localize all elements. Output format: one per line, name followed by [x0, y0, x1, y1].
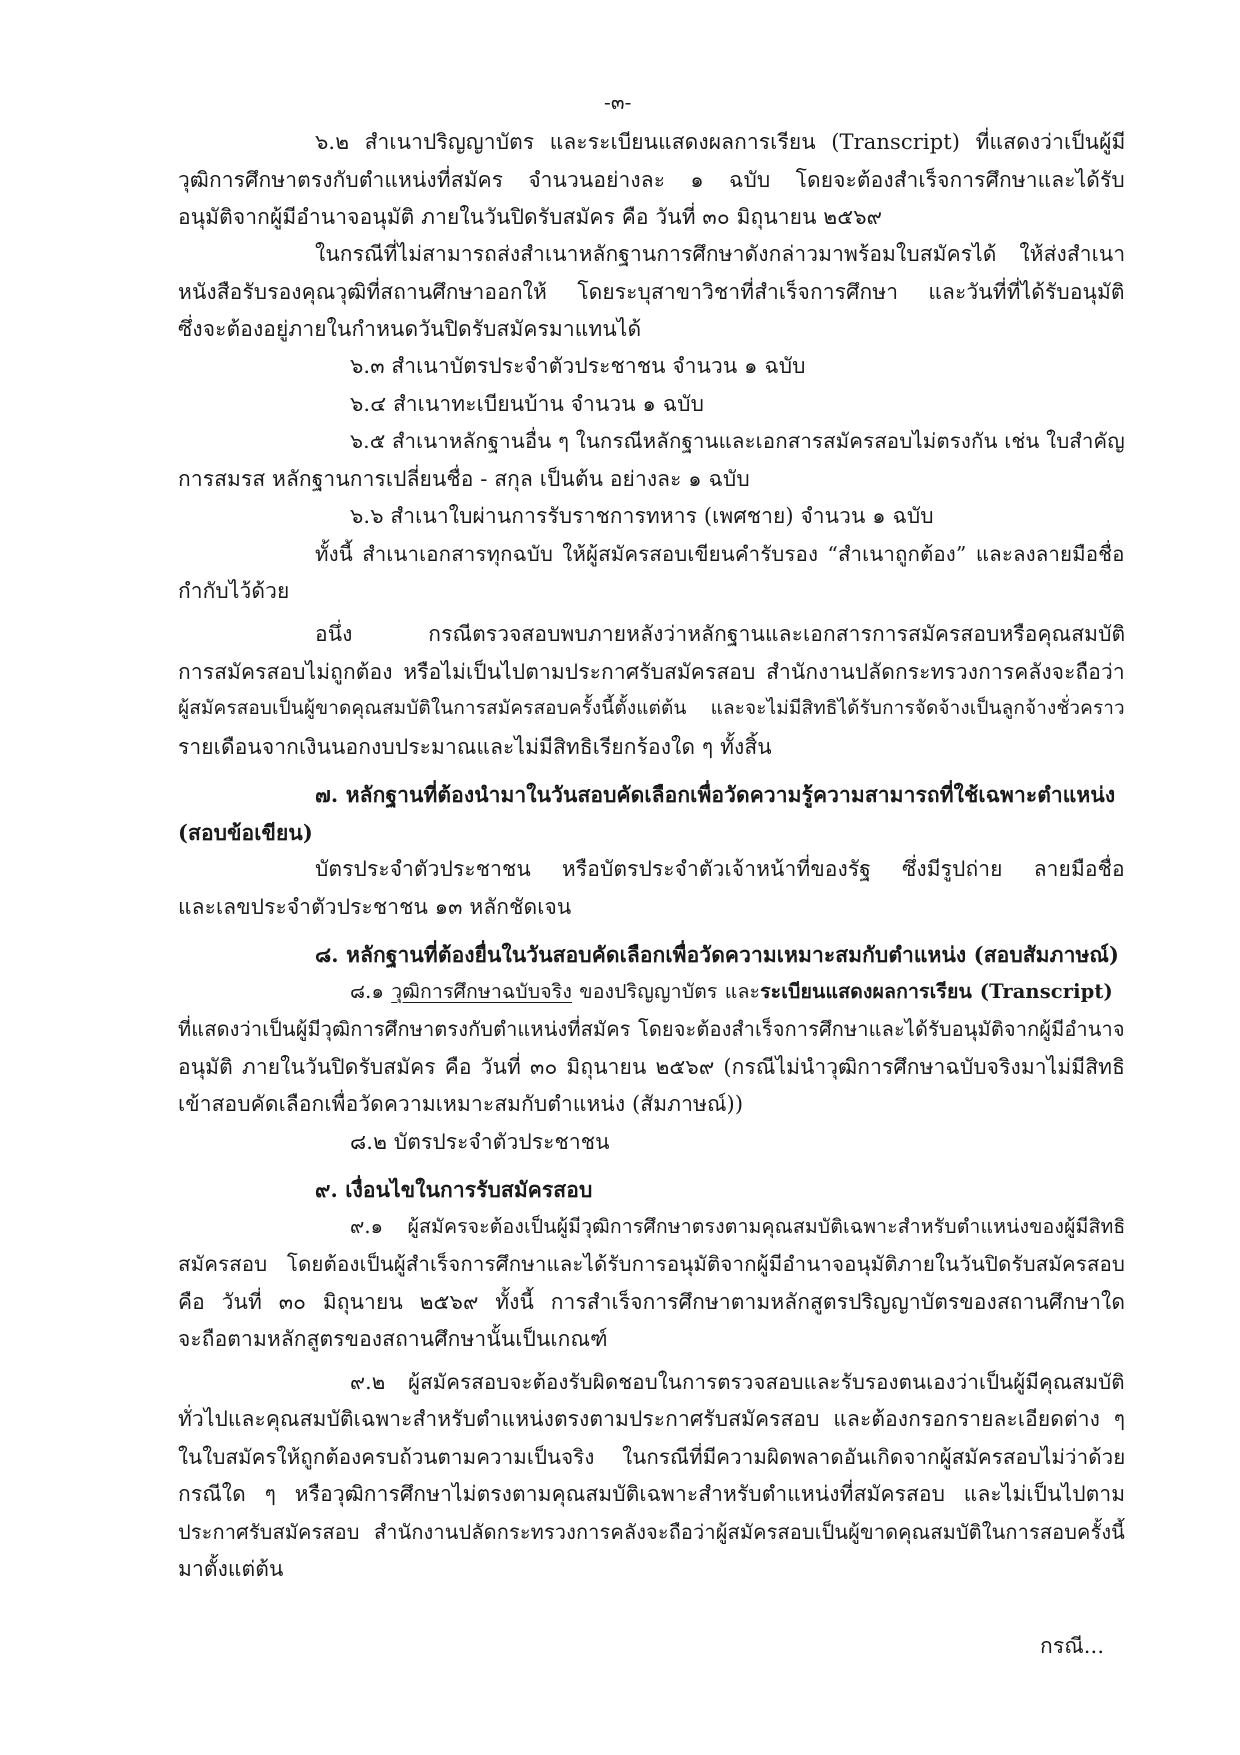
- continuation-marker: กรณี...: [1040, 1634, 1105, 1658]
- text-line: การสมัครสอบไม่ถูกต้อง หรือไม่เป็นไปตามประกาศรับสมัครสอบ สำนักงานปลัดกระทรวงการคลังจะถือว่า: [178, 660, 1125, 684]
- text-line: ทั่วไปและคุณสมบัติเฉพาะสำหรับตำแหน่งตรงตามประกาศรับสมัครสอบ และต้องกรอกรายละเอียดต่าง ๆ: [178, 1407, 1126, 1431]
- text-line: สมัครสอบ โดยต้องเป็นผู้สำเร็จการศึกษาและได้รับการอนุมัติจากผู้มีอำนาจอนุมัติภายในวันปิดรับสมัครสอบ: [178, 1252, 1125, 1276]
- text-line: เข้าสอบคัดเลือกเพื่อวัดความเหมาะสมกับตำแหน่ง (สัมภาษณ์)): [178, 1092, 744, 1116]
- text-line: รายเดือนจากเงินนอกงบประมาณและไม่มีสิทธิเรียกร้องใด ๆ ทั้งสิ้น: [178, 735, 772, 759]
- text-line: จะถือตามหลักสูตรของสถานศึกษานั้นเป็นเกณฑ์: [178, 1327, 608, 1351]
- section-heading: ๗. หลักฐานที่ต้องนำมาในวันสอบคัดเลือกเพื่อวัดความรู้ความสามารถที่ใช้เฉพาะตำแหน่ง: [315, 782, 1116, 807]
- text-line: ๖.๕ สำเนาหลักฐานอื่น ๆ ในกรณีหลักฐานและเอกสารสมัครสอบไม่ตรงกัน เช่น ใบสำคัญ: [350, 429, 1125, 453]
- text-line: ๙.๒ ผู้สมัครสอบจะต้องรับผิดชอบในการตรวจสอบและรับรองตนเองว่าเป็นผู้มีคุณสมบัติ: [350, 1370, 1125, 1394]
- text-line: อนุมัติจากผู้มีอำนาจอนุมัติ ภายในวันปิดรับสมัคร คือ วันที่ ๓๐ มิถุนายน ๒๕๖๙: [178, 205, 883, 229]
- text-line: กำกับไว้ด้วย: [178, 579, 290, 603]
- text-line: ๖.๖ สำเนาใบผ่านการรับราชการทหาร (เพศชาย) จำนวน ๑ ฉบับ: [350, 504, 934, 528]
- text-line: การสมรส หลักฐานการเปลี่ยนชื่อ - สกุล เป็นต้น อย่างละ ๑ ฉบับ: [178, 467, 750, 491]
- text-line: บัตรประจำตัวประชาชน หรือบัตรประจำตัวเจ้าหน้าที่ของรัฐ ซึ่งมีรูปถ่าย ลายมือชื่อ: [315, 857, 1125, 881]
- text-line: ซึ่งจะต้องอยู่ภายในกำหนดวันปิดรับสมัครมาแทนได้: [178, 317, 642, 341]
- text-line: หนังสือรับรองคุณวุฒิที่สถานศึกษาออกให้ โดยระบุสาขาวิชาที่สำเร็จการศึกษา และวันที่ที่ได้รับอนุมัติ: [178, 280, 1125, 304]
- text-line: อนุมัติ ภายในวันปิดรับสมัคร คือ วันที่ ๓๐ มิถุนายน ๒๕๖๙ (กรณีไม่นำวุฒิการศึกษาฉบับจริงมาไม่มีสิทธิ: [178, 1055, 1125, 1079]
- text-line: ๙.๑ ผู้สมัครจะต้องเป็นผู้มีวุฒิการศึกษาตรงตามคุณสมบัติเฉพาะสำหรับตำแหน่งของผู้มีสิทธิ: [350, 1215, 1126, 1238]
- text-line: ประกาศรับสมัครสอบ สำนักงานปลัดกระทรวงการคลังจะถือว่าผู้สมัครสอบเป็นผู้ขาดคุณสมบัติในการสอบครั้งนี้: [178, 1520, 1125, 1544]
- text-line: มาตั้งแต่ต้น: [178, 1557, 284, 1581]
- text-line: ๖.๒ สำเนาปริญญาบัตร และระเบียนแสดงผลการเรียน (Transcript) ที่แสดงว่าเป็นผู้มี: [315, 130, 1126, 154]
- text-line: คือ วันที่ ๓๐ มิถุนายน ๒๕๖๙ ทั้งนี้ การสำเร็จการศึกษาตามหลักสูตรปริญญาบัตรของสถานศึกษาใด: [178, 1290, 1126, 1314]
- text-line: วุฒิการศึกษาตรงกับตำแหน่งที่สมัคร จำนวนอย่างละ ๑ ฉบับ โดยจะต้องสำเร็จการศึกษาและได้รับ: [178, 168, 1125, 192]
- text-line: ทั้งนี้ สำเนาเอกสารทุกฉบับ ให้ผู้สมัครสอบเขียนคำรับรอง “สำเนาถูกต้อง” และลงลายมือชื่อ: [315, 542, 1125, 566]
- item-number: ๘.๑: [350, 980, 384, 1003]
- text-line: ๖.๔ สำเนาทะเบียนบ้าน จำนวน ๑ ฉบับ: [350, 392, 704, 416]
- section-heading: ๙. เงื่อนไขในการรับสมัครสอบ: [315, 1177, 593, 1202]
- text-line: กรณีใด ๆ หรือวุฒิการศึกษาไม่ตรงตามคุณสมบัติเฉพาะสำหรับตำแหน่งที่สมัครสอบ และไม่เป็นไปตาม: [178, 1482, 1126, 1506]
- text-segment: ของปริญญาบัตร และ: [579, 980, 761, 1003]
- text-line: ๘.๒ บัตรประจำตัวประชาชน: [350, 1130, 610, 1154]
- text-line: ในกรณีที่ไม่สามารถส่งสำเนาหลักฐานการศึกษาดังกล่าวมาพร้อมใบสมัครได้ ให้ส่งสำเนา: [315, 242, 1126, 266]
- page-number: -๓-: [604, 90, 632, 114]
- text-line: ที่แสดงว่าเป็นผู้มีวุฒิการศึกษาตรงกับตำแหน่งที่สมัคร โดยจะต้องสำเร็จการศึกษาและได้รับอนุมัติจากผู้มีอำนาจ: [178, 1017, 1125, 1041]
- bold-text: ระเบียนแสดงผลการเรียน (Transcript): [760, 980, 1113, 1003]
- text-line: ในใบสมัครให้ถูกต้องครบถ้วนตามความเป็นจริง ในกรณีที่มีความผิดพลาดอันเกิดจากผู้สมัครสอบไม่ว่าด้วย: [178, 1445, 1126, 1469]
- section-heading: ๘. หลักฐานที่ต้องยื่นในวันสอบคัดเลือกเพื่อวัดความเหมาะสมกับตำแหน่ง (สอบสัมภาษณ์): [315, 942, 1120, 967]
- text-line: ๖.๓ สำเนาบัตรประจำตัวประชาชน จำนวน ๑ ฉบับ: [350, 354, 806, 378]
- text-line: และเลขประจำตัวประชาชน ๑๓ หลักชัดเจน: [178, 895, 572, 919]
- section-heading: (สอบข้อเขียน): [178, 820, 313, 845]
- text-line: ผู้สมัครสอบเป็นผู้ขาดคุณสมบัติในการสมัครสอบครั้งนี้ตั้งแต่ต้น และจะไม่มีสิทธิได้รับการจัดจ้างเป็นลูกจ้างชั่วคราว: [178, 697, 1125, 719]
- text-line: อนึ่ง กรณีตรวจสอบพบภายหลังว่าหลักฐานและเอกสารการสมัครสอบหรือคุณสมบัติ: [315, 622, 1126, 646]
- underlined-text: วุฒิการศึกษาฉบับจริง: [391, 980, 572, 1003]
- text-line-8-1: [350, 982, 1113, 1002]
